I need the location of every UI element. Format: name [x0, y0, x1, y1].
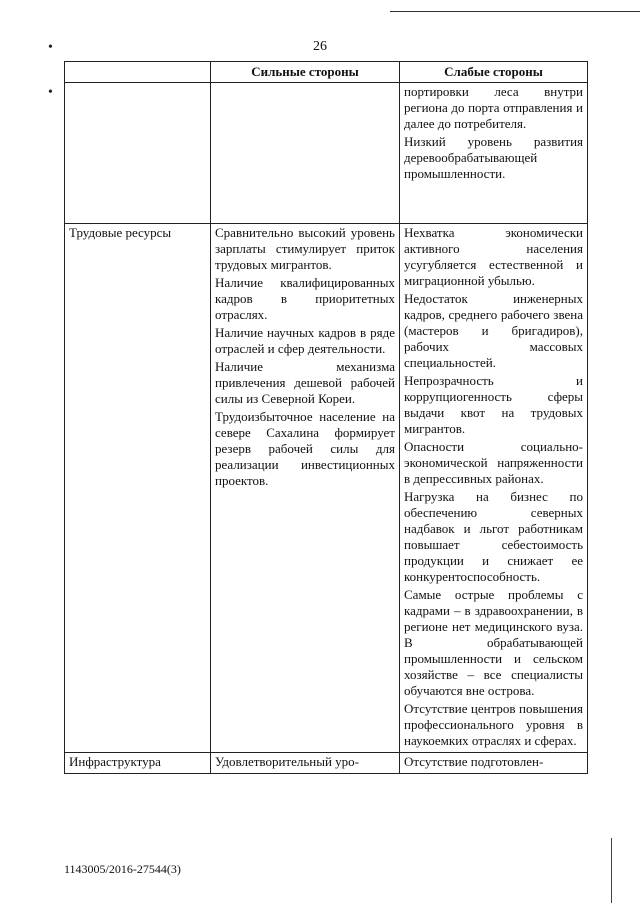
swot-table: [64, 61, 588, 774]
weakness-item: Отсутствие центров повышения профессионального уровня в наукоемких отраслях и сферах.: [404, 701, 583, 748]
top-rule: [390, 11, 640, 12]
category-cell: Трудовые ресурсы: [65, 224, 211, 753]
table-row: [65, 753, 588, 774]
strengths-cell: [211, 224, 400, 753]
weaknesses-cell: [400, 224, 588, 753]
strength-item: Удовлетворительный уро-: [215, 754, 360, 769]
header-strengths: Сильные стороны: [211, 62, 400, 83]
scan-dot: •: [48, 40, 53, 55]
weaknesses-cell: [400, 753, 588, 774]
strength-item: Трудоизбыточное население на севере Сахалина формирует резерв рабочей силы для реализации инвестиционных проектов.: [215, 409, 395, 488]
page-number: 26: [313, 39, 327, 54]
weakness-item: Непрозрачность и коррупциогенность сферы выдачи квот на трудовых мигрантов.: [404, 373, 583, 436]
weakness-item: Нагрузка на бизнес по обеспечению северных надбавок и льгот работникам повышает себестоимость продукции и снижает ее конкурентоспособность.: [404, 489, 583, 584]
weakness-item: Отсутствие подготовлен-: [404, 754, 544, 769]
category-cell: [65, 83, 211, 224]
weakness-item: Нехватка экономически активного населения усугубляется естественной и миграционной убылью.: [404, 225, 583, 288]
header-weaknesses: Слабые стороны: [400, 62, 588, 83]
header-category: [65, 62, 211, 83]
document-footer-code: 1143005/2016-27544(3): [64, 862, 181, 876]
category-cell: Инфраструктура: [65, 753, 211, 774]
strengths-cell: [211, 83, 400, 224]
strength-item: Наличие механизма привлечения дешевой рабочей силы из Северной Кореи.: [215, 359, 395, 406]
weaknesses-cell: [400, 83, 588, 224]
strength-item: Наличие квалифицированных кадров в приоритетных отраслях.: [215, 275, 395, 322]
weakness-item: Опасности социально-экономической напряженности в депрессивных районах.: [404, 439, 583, 486]
weakness-item: портировки леса внутри региона до порта отправления и далее до потребителя.: [404, 84, 583, 131]
strengths-cell: [211, 753, 400, 774]
table-row: [65, 83, 588, 224]
strength-item: Наличие научных кадров в ряде отраслей и сфер деятельности.: [215, 325, 395, 356]
weakness-item: Недостаток инженерных кадров, среднего рабочего звена (мастеров и бригадиров), рабочих массовых специальностей.: [404, 291, 583, 370]
weakness-item: Самые острые проблемы с кадрами – в здравоохранении, в регионе нет медицинского вуза. В обрабатывающей промышленности и сельском хозяйстве – все специалисты обучаются вне острова.: [404, 587, 583, 698]
weakness-item: Низкий уровень развития деревообрабатывающей промышленности.: [404, 134, 583, 181]
scan-dot: •: [48, 85, 53, 100]
table-header-row: [65, 62, 588, 83]
strength-item: Сравнительно высокий уровень зарплаты стимулирует приток трудовых мигрантов.: [215, 225, 395, 272]
table-row: [65, 224, 588, 753]
side-rule: [611, 838, 612, 903]
